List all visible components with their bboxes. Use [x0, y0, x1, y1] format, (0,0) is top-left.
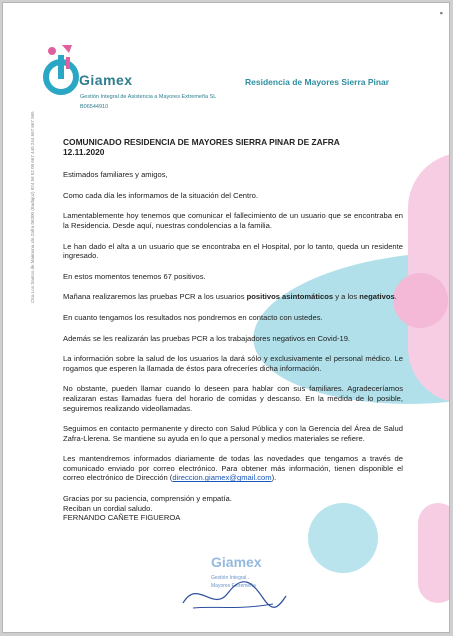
paragraph-7: Además se les realizarán las pruebas PCR a los trabajadores negativos en Covid-19. [63, 333, 351, 343]
document-title: COMUNICADO RESIDENCIA DE MAYORES SIERRA PINAR DE ZAFRA [63, 137, 340, 147]
p11-text-b: ). [271, 473, 277, 483]
p5-text-b: y a los [333, 292, 360, 302]
closing-regards: Reciban un cordial saludo. [63, 503, 153, 513]
p5-text-c: . [394, 292, 397, 302]
paragraph-11 [63, 454, 403, 483]
giamex-logo-icon [36, 41, 86, 97]
greeting: Estimados familiares y amigos, [63, 170, 168, 180]
paragraph-8: La información sobre la salud de los usuarios la dará sólo y exclusivamente el personal médico. Le rogamos que esperen la llamada de éstos para ofreceríes dicha información. [63, 354, 403, 373]
expand-corner-icon: ▪ [439, 8, 443, 18]
paragraph-10: Seguimos en contacto permanente y directo con Salud Pública y con la Gerencia del Área de Salud Zafra-Llerena. Se mantiene su ayuda en lo que a personal y medios materiales se refiere. [63, 424, 403, 443]
email-link[interactable]: direccion.giamex@gmail.com [172, 473, 272, 483]
handwritten-signature [178, 568, 288, 618]
brand-subtitle-text: Gestión Integral de Asistencia a Mayores Extremeña SL [80, 94, 217, 100]
side-address: Ctra Los Santos de Maimona s/n Zafra 06300 (Badajoz) 924 56 52 00 667 440 244 667 667 965 [30, 111, 35, 303]
p11-text-a: Les mantendremos informados diariamente de todas las novedades que tengamos a través de comunicado enviado por correo electrónico. Para obtener más información, tienen disponible el correo electrónico de Dirección ( [63, 454, 403, 483]
paragraph-1: Como cada día les informamos de la situación del Centro. [63, 190, 259, 200]
brand-cif: B06544910 [80, 104, 109, 110]
stamp-line-2: Mayores Extremeña [211, 583, 256, 589]
brand-subtitle [80, 92, 216, 112]
document-page [2, 2, 450, 633]
brand-name: Giamex [79, 72, 133, 88]
residence-name: Residencia de Mayores Sierra Pinar [245, 77, 390, 87]
paragraph-4: En estos momentos tenemos 67 positivos. [63, 271, 206, 281]
p5-bold-a: positivos asintomáticos [246, 292, 334, 302]
document-date: 12.11.2020 [63, 146, 105, 157]
p5-bold-b: negativos [359, 292, 395, 302]
stamp-line-1: Gestión Integral... [211, 575, 251, 581]
p5-text-a: Mañana realizaremos las pruebas PCR a los usuarios [63, 292, 247, 302]
paragraph-5 [63, 292, 403, 302]
document-body [63, 138, 403, 523]
signer-name: FERNANDO CAÑETE FIGUEROA [63, 513, 181, 523]
paragraph-3: Le han dado el alta a un usuario que se encontraba en el Hospital, por lo tanto, queda un residente ingresado. [63, 241, 403, 261]
paragraph-2: Lamentablemente hoy tenemos que comunicar el fallecimiento de un usuario que se encontraba en la Residencia. Desde aquí, nuestras condolencias a la familia. [63, 211, 403, 230]
decorative-pink-bar [418, 503, 450, 603]
paragraph-9: No obstante, pueden llamar cuando lo deseen para hablar con sus familiares. Agradeceríamos realizaran estas llamadas fuera del horario de comidas y descanso. En la medida de lo posible, seguiremos realizando videollamadas. [63, 384, 403, 413]
paragraph-6: En cuanto tengamos los resultados nos pondremos en contacto con ustedes. [63, 312, 323, 322]
stamp-brand: Giamex [211, 554, 262, 570]
closing-thanks: Gracias por su paciencia, comprensión y empatía. [63, 494, 232, 504]
